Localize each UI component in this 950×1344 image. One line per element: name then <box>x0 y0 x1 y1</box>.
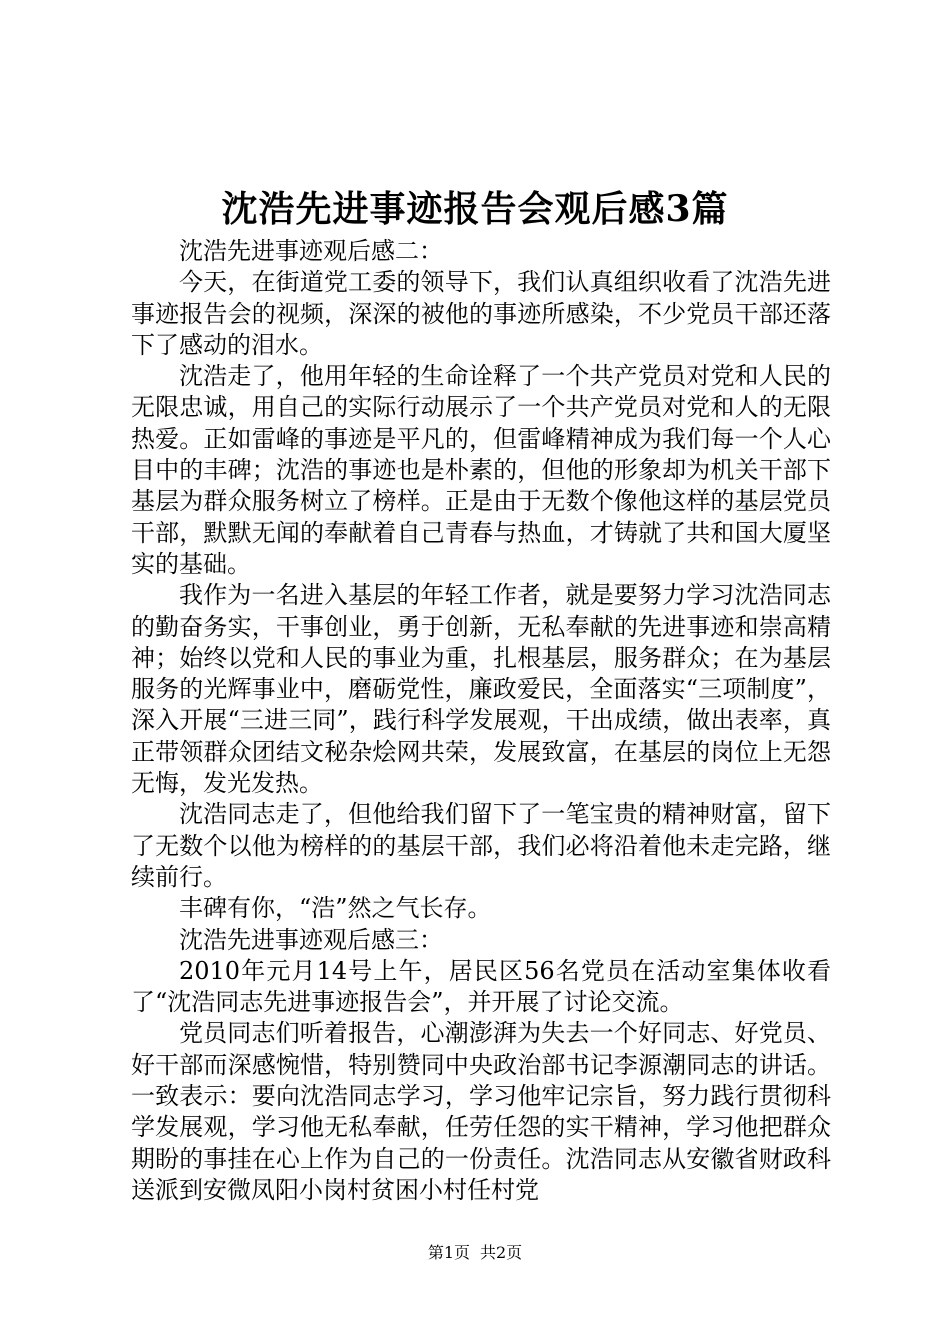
paragraph-subheading-2: 沈浩先进事迹观后感二： <box>179 237 443 265</box>
paragraph: 今天，在街道党工委的领导下，我们认真组织收看了沈浩先进事迹报告会的视频，深深的被他的事迹所感染，不少党员干部还落下了感动的泪水。 <box>131 268 831 359</box>
document-title: 沈浩先进事迹报告会观后感3篇 <box>221 188 729 230</box>
paragraph: 党员同志们听着报告，心潮澎湃为失去一个好同志、好党员、好干部而深感惋惜，特别赞同中央政治部书记李源潮同志的讲话。一致表示：要向沈浩同志学习，学习他牢记宗旨，努力践行贯彻科学发展观，学习他无私奉献，任劳任怨的实干精神，学习他把群众期盼的事挂在心上作为自己的一份责任。沈浩同志从安徽省财政科送派到安微凤阳小岗村贫困小村任村党 <box>131 1019 831 1204</box>
paragraph: 我作为一名进入基层的年轻工作者，就是要努力学习沈浩同志的勤奋务实，干事创业，勇于创新，无私奉献的先进事迹和崇高精神；始终以党和人民的事业为重，扎根基层，服务群众；在为基层服务的光辉事业中，磨砺党性，廉政爱民，全面落实“三项制度”，深入开展“三进三同”，践行科学发展观，干出成绩，做出表率，真正带领群众团结文秘杂烩网共荣，发展致富，在基层的岗位上无怨无悔，发光发热。 <box>131 581 831 798</box>
page-number: 第1页 <box>427 1243 470 1262</box>
page-total: 共2页 <box>480 1243 523 1262</box>
paragraph: 沈浩走了，他用年轻的生命诠释了一个共产党员对党和人民的无限忠诚，用自己的实际行动展示了一个共产党员对党和人的无限热爱。正如雷峰的事迹是平凡的，但雷峰精神成为我们每一个人心目中的丰碑；沈浩的事迹也是朴素的，但他的形象却为机关干部下基层为群众服务树立了榜样。正是由于无数个像他这样的基层党员干部，默默无闻的奉献着自己青春与热血，才铸就了共和国大厦坚实的基础。 <box>131 362 831 578</box>
paragraph: 沈浩同志走了，但他给我们留下了一笔宝贵的精神财富，留下了无数个以他为榜样的的基层干部，我们必将沿着他未走完路，继续前行。 <box>131 800 831 891</box>
page-footer <box>0 1242 950 1264</box>
paragraph: 丰碑有你，“浩”然之气长存。 <box>179 894 492 923</box>
paragraph: 2010年元月14号上午，居民区56名党员在活动室集体收看了“沈浩同志先进事迹报告会”，并开展了讨论交流。 <box>131 956 831 1017</box>
document-body <box>131 236 831 1206</box>
paragraph-subheading-3: 沈浩先进事迹观后感三： <box>179 925 443 954</box>
